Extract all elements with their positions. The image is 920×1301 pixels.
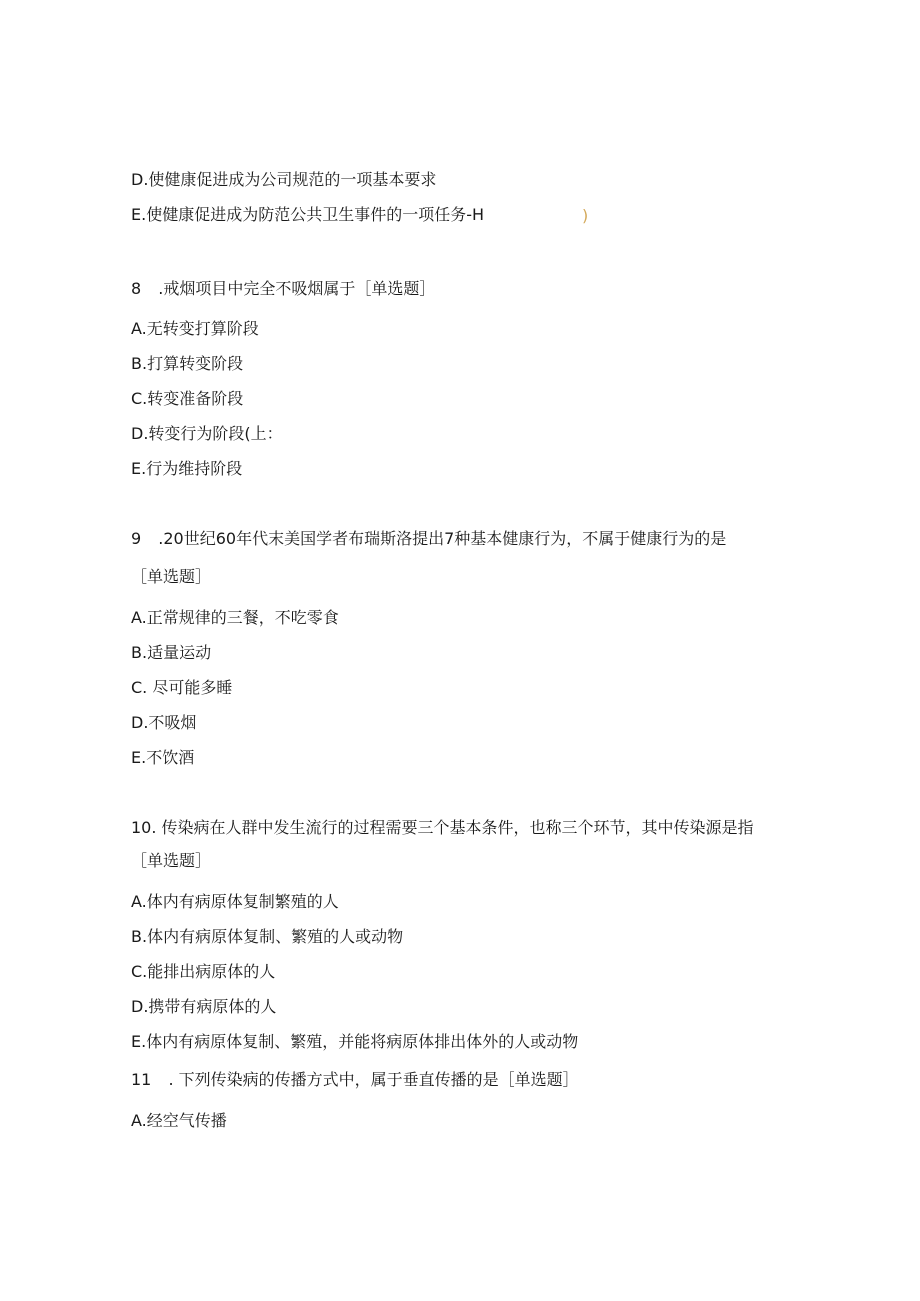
- margin-mark: ): [582, 206, 589, 225]
- q10-stem-cont: ［单选题］: [131, 851, 212, 870]
- q10-option-c: C.能排出病原体的人: [131, 962, 276, 981]
- q7-option-d: D.使健康促进成为公司规范的一项基本要求: [131, 170, 437, 189]
- q10-option-e: E.体内有病原体复制、繁殖，并能将病原体排出体外的人或动物: [131, 1032, 579, 1051]
- q9-option-b: B.适量运动: [131, 643, 212, 662]
- q8-stem: [131, 279, 435, 299]
- q10-stem: [131, 818, 754, 838]
- q9-option-c: C. 尽可能多睡: [131, 678, 233, 697]
- q8-option-c: C.转变准备阶段: [131, 389, 244, 408]
- q10-option-a: A.体内有病原体复制繁殖的人: [131, 892, 339, 911]
- q10-option-b: B.体内有病原体复制、繁殖的人或动物: [131, 927, 404, 946]
- q11-option-a: A.经空气传播: [131, 1111, 227, 1130]
- q9-option-a: A.正常规律的三餐，不吃零食: [131, 608, 339, 627]
- q9-stem-cont: ［单选题］: [131, 567, 212, 586]
- q8-option-a: A.无转变打算阶段: [131, 319, 259, 338]
- q8-number: 8: [131, 279, 142, 298]
- q7-option-e: E.使健康促进成为防范公共卫生事件的一项任务-H: [131, 205, 485, 224]
- q10-option-d: D.携带有病原体的人: [131, 997, 277, 1016]
- q9-option-e: E.不饮酒: [131, 748, 195, 767]
- q8-option-e: E.行为维持阶段: [131, 459, 243, 478]
- q9-stem: [131, 529, 726, 549]
- q10-number: 10.: [131, 818, 157, 837]
- q8-text: .戒烟项目中完全不吸烟属于［单选题］: [158, 279, 436, 298]
- q11-number: 11: [131, 1070, 152, 1089]
- q11-text: . 下列传染病的传播方式中，属于垂直传播的是［单选题］: [168, 1070, 579, 1089]
- q9-number: 9: [131, 529, 142, 548]
- q9-option-d: D.不吸烟: [131, 713, 197, 732]
- q9-text: .20世纪60年代末美国学者布瑞斯洛提出7种基本健康行为，不属于健康行为的是: [158, 529, 727, 548]
- q11-stem: [131, 1070, 579, 1090]
- q8-option-b: B.打算转变阶段: [131, 354, 244, 373]
- q10-text: 传染病在人群中发生流行的过程需要三个基本条件，也称三个环节，其中传染源是指: [161, 818, 754, 837]
- q8-option-d: D.转变行为阶段(上：: [131, 424, 283, 443]
